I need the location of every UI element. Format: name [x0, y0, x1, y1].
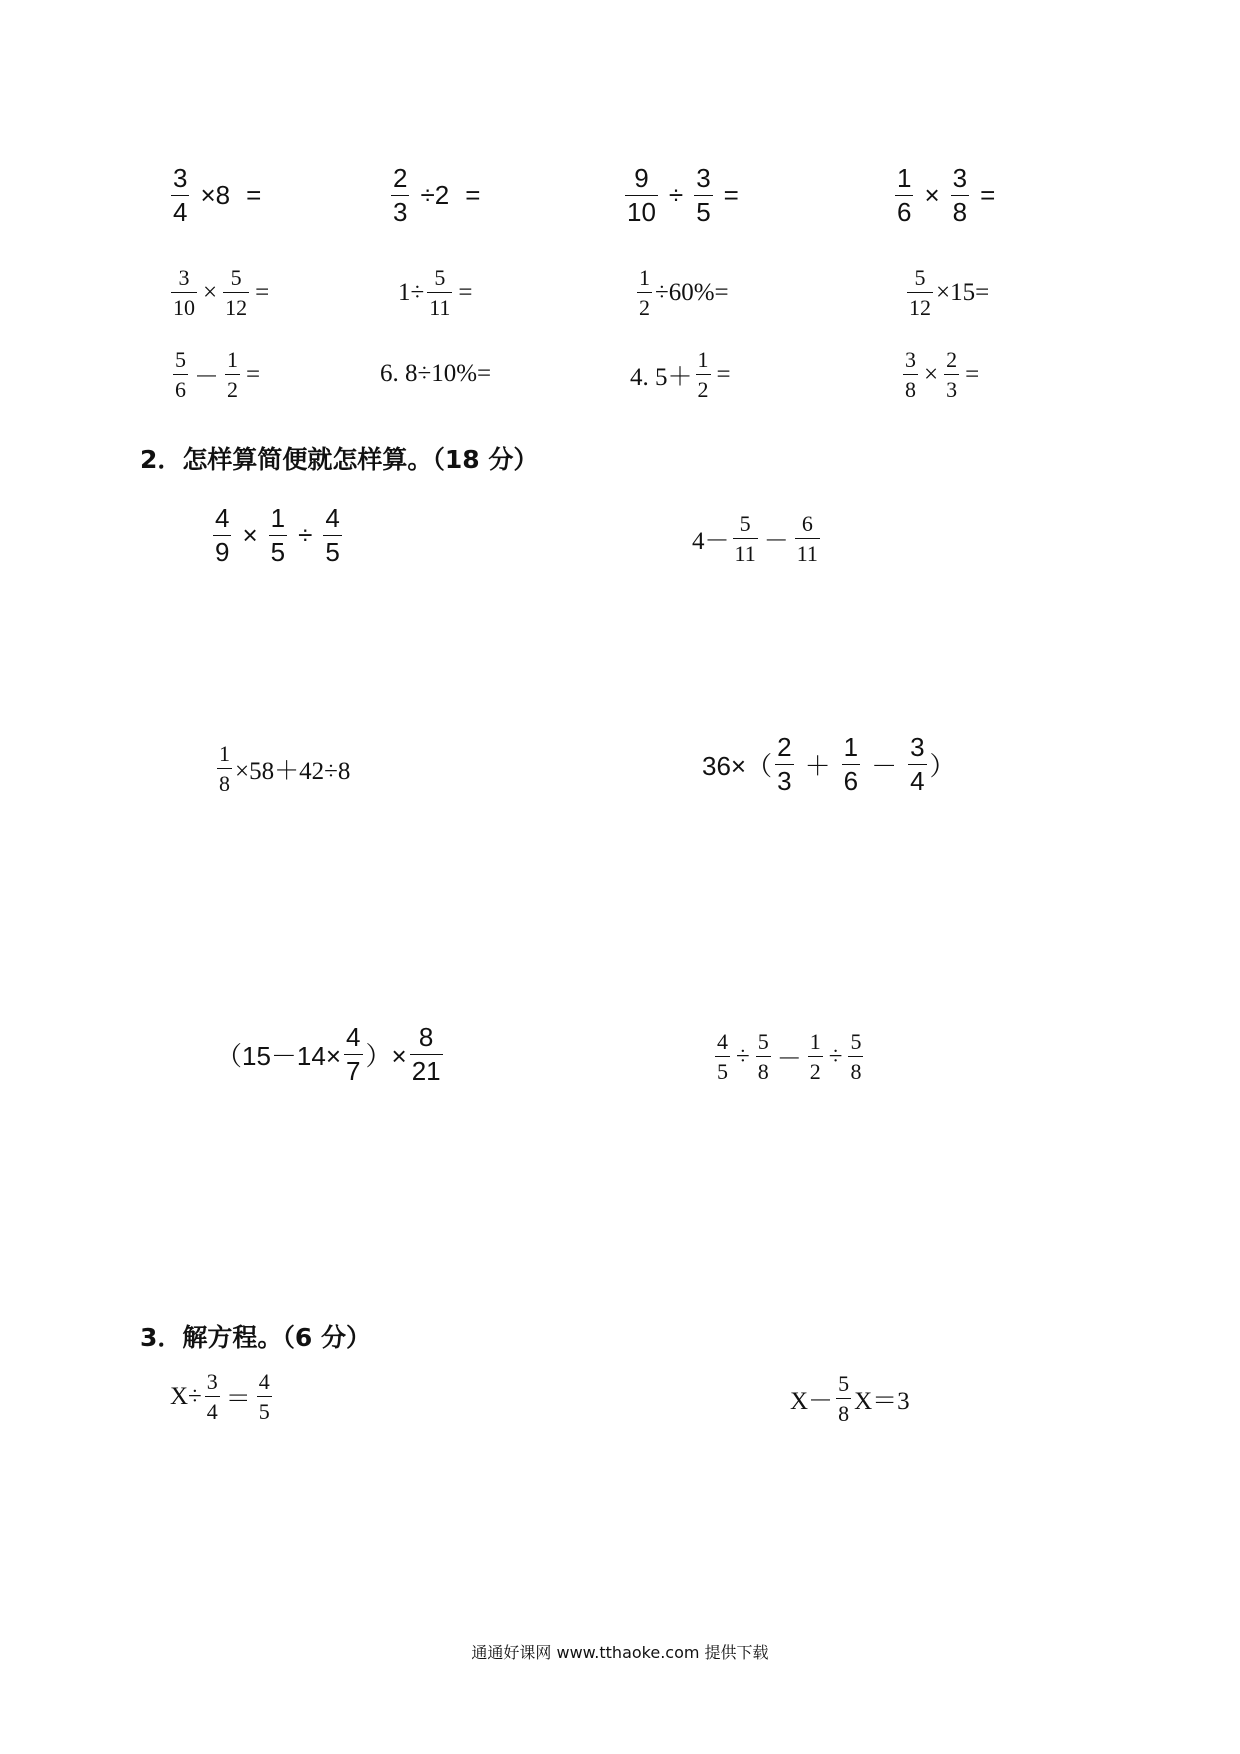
equals-sign: ＝ — [225, 1385, 251, 1413]
expression-prefix: 1÷ — [398, 278, 425, 306]
expression-suffix: ） — [929, 751, 956, 782]
oral-calc-6 — [398, 266, 476, 319]
simplify-problem-1 — [210, 505, 345, 567]
expression-prefix: （15－14× — [216, 1041, 342, 1072]
operator: － — [776, 1045, 802, 1073]
equals-sign: = — [458, 278, 473, 306]
fraction: $\frac{4}{5}$ — [717, 1029, 728, 1085]
fraction: $\frac{5}{12}$ — [909, 265, 931, 321]
expression-prefix: X÷ — [170, 1382, 202, 1410]
operator: ×8 — [200, 180, 231, 211]
equals-sign: = — [255, 278, 270, 306]
fraction: $\frac{3}{4}$ — [910, 732, 925, 797]
fraction: $\frac{4}{5}$ — [325, 503, 340, 568]
expression-middle: ）× — [365, 1041, 407, 1072]
oral-calc-9 — [170, 348, 263, 401]
equals-sign: = — [716, 360, 731, 388]
expression-tail: ×58＋42÷8 — [235, 757, 351, 785]
simplify-problem-2 — [692, 512, 823, 565]
fraction: $\frac{5}{8}$ — [850, 1029, 862, 1085]
expression-prefix: X－ — [790, 1387, 834, 1415]
operator: － — [763, 527, 789, 555]
operator: × — [203, 278, 218, 306]
operator: ÷ — [828, 1042, 843, 1070]
fraction: $\frac{3}{4}$ — [206, 1369, 218, 1425]
fraction: $\frac{9}{10}$ — [627, 163, 656, 228]
fraction: $\frac{5}{11}$ — [734, 511, 756, 567]
fraction: $\frac{1}{5}$ — [270, 503, 286, 568]
fraction: $\frac{3}{5}$ — [696, 163, 711, 228]
oral-calc-5 — [168, 266, 272, 319]
fraction: $\frac{8}{21}$ — [411, 1022, 441, 1087]
simplify-problem-4 — [702, 734, 956, 796]
fraction: $\frac{3}{4}$ — [173, 163, 188, 228]
oral-calc-2 — [388, 165, 488, 227]
oral-calc-1 — [168, 165, 269, 227]
fraction: $\frac{6}{11}$ — [796, 511, 818, 567]
oral-calc-12 — [900, 348, 982, 401]
equals-sign: = — [465, 180, 481, 211]
expression-prefix: 36×（ — [702, 751, 773, 782]
operator: ÷ — [298, 520, 313, 551]
operator: ÷ — [668, 180, 684, 211]
fraction: $\frac{3}{10}$ — [173, 265, 195, 321]
equation-1 — [170, 1370, 275, 1423]
equals-sign: = — [723, 180, 739, 211]
operator: × — [242, 520, 258, 551]
fraction: $\frac{2}{3}$ — [777, 732, 792, 797]
equation-2 — [790, 1372, 910, 1425]
fraction: $\frac{4}{5}$ — [258, 1369, 270, 1425]
fraction: $\frac{1}{2}$ — [697, 347, 709, 403]
equals-sign: = — [980, 180, 996, 211]
equals-sign: = — [246, 360, 261, 388]
equals-sign: = — [246, 180, 262, 211]
expression-tail: ×15= — [936, 278, 990, 306]
fraction: $\frac{3}{8}$ — [952, 163, 968, 228]
simplify-problem-3 — [214, 742, 350, 795]
footer-source-note: 通通好课网 www.tthaoke.com 提供下载 — [471, 1643, 769, 1662]
fraction: $\frac{5}{8}$ — [838, 1371, 850, 1427]
operator: － — [871, 751, 898, 782]
oral-calc-8 — [904, 266, 989, 319]
fraction: $\frac{5}{8}$ — [757, 1029, 769, 1085]
operator: － — [194, 363, 220, 391]
expression-prefix: 4. 5＋ — [630, 363, 693, 391]
simplify-problem-6 — [712, 1030, 866, 1083]
fraction: $\frac{4}{9}$ — [215, 503, 230, 568]
fraction: $\frac{2}{3}$ — [946, 347, 958, 403]
operator: × — [924, 360, 939, 388]
fraction: $\frac{1}{2}$ — [809, 1029, 821, 1085]
fraction: $\frac{5}{12}$ — [225, 265, 248, 321]
fraction: $\frac{3}{8}$ — [905, 347, 916, 403]
fraction: $\frac{1}{6}$ — [897, 163, 912, 228]
equals-sign: = — [965, 360, 980, 388]
expression-suffix: X＝3 — [854, 1387, 910, 1415]
fraction: $\frac{4}{7}$ — [346, 1022, 361, 1087]
operator: ÷2 — [420, 180, 450, 211]
fraction: $\frac{5}{11}$ — [429, 265, 451, 321]
oral-calc-4 — [892, 165, 1003, 227]
fraction: $\frac{1}{6}$ — [843, 732, 859, 797]
oral-calc-3 — [622, 165, 747, 227]
fraction: $\frac{1}{2}$ — [639, 265, 650, 321]
fraction: $\frac{1}{2}$ — [227, 347, 239, 403]
operator: × — [924, 180, 940, 211]
section-2-heading: 2．怎样算简便就怎样算。（18 分） — [140, 445, 539, 474]
fraction: $\frac{5}{6}$ — [175, 347, 186, 403]
expression-text: 6. 8÷10%= — [380, 360, 492, 387]
expression-tail: ÷60%= — [655, 278, 729, 306]
fraction: $\frac{1}{8}$ — [219, 741, 230, 797]
fraction: $\frac{2}{3}$ — [393, 163, 408, 228]
oral-calc-10 — [380, 360, 491, 388]
oral-calc-7 — [634, 266, 729, 319]
operator: ÷ — [736, 1042, 750, 1070]
simplify-problem-5 — [216, 1024, 446, 1086]
operator: ＋ — [804, 751, 831, 782]
section-3-heading: 3．解方程。（6 分） — [140, 1323, 371, 1352]
oral-calc-11 — [630, 348, 734, 401]
expression-prefix: 4－ — [692, 527, 730, 555]
